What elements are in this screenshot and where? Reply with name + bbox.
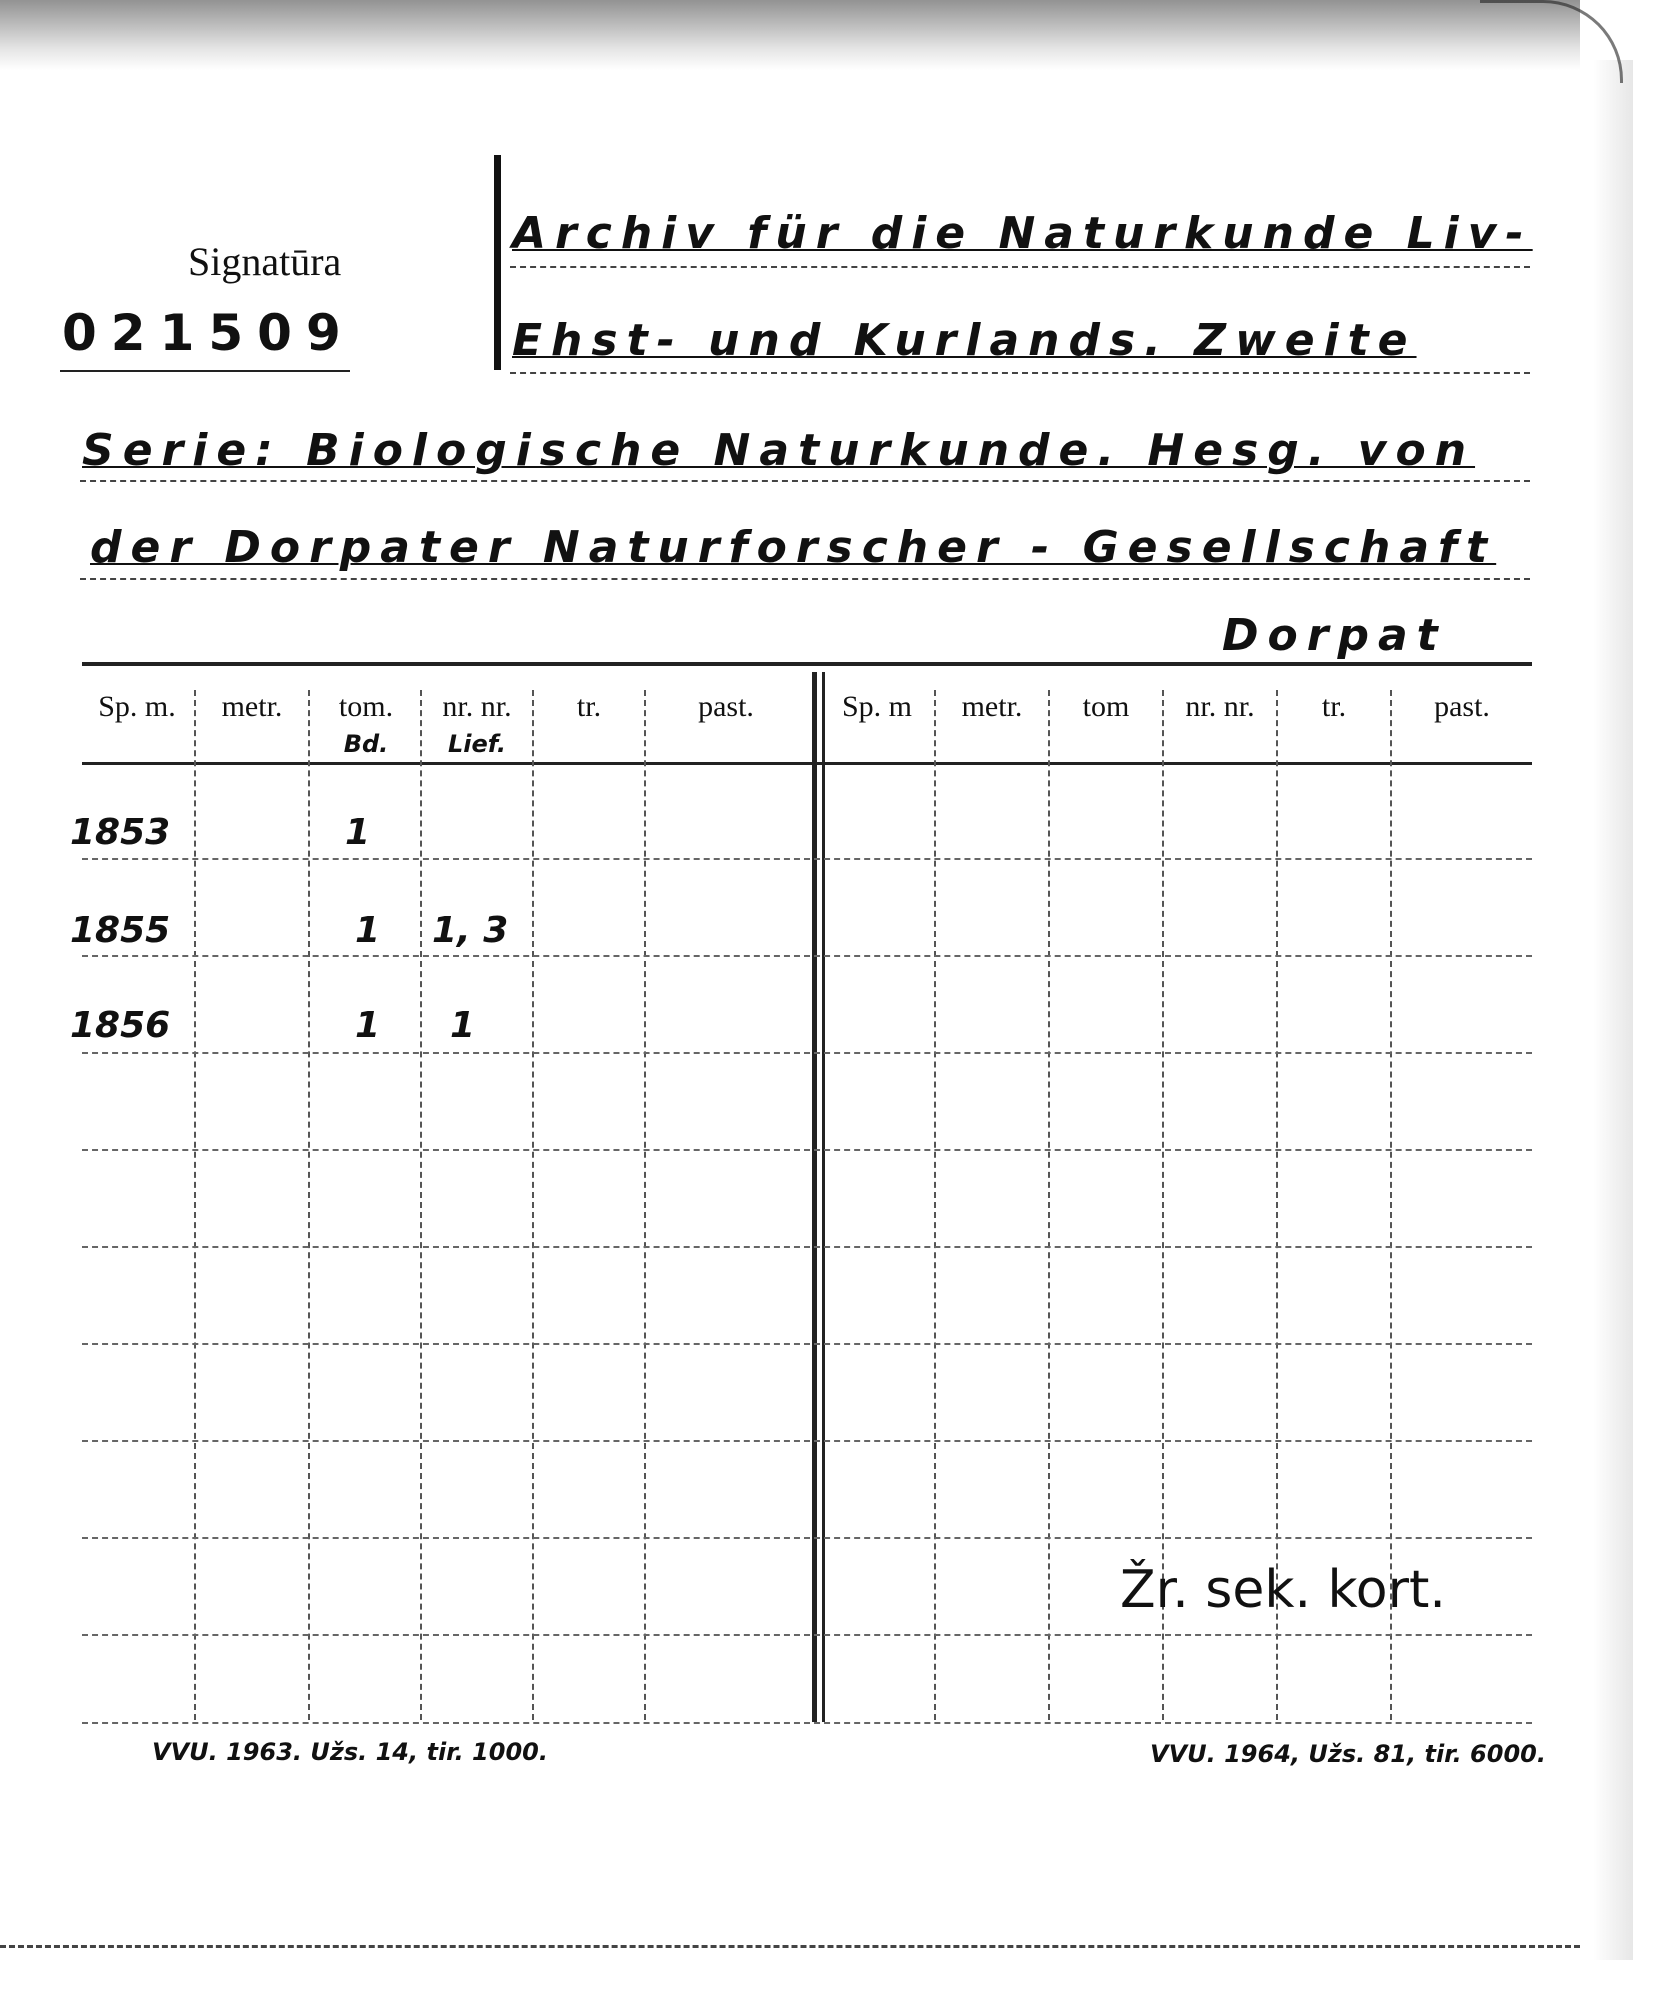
header-sp-m-right: Sp. m (841, 690, 913, 723)
print-note-left: VVU. 1963. Užs. 14, tir. 1000. (152, 1738, 548, 1766)
header-bottom-rule (82, 762, 1532, 765)
row-divider (82, 1537, 1532, 1539)
title-line-4: der Dorpater Naturforscher - Gesellschaft (90, 522, 1497, 573)
table-top-rule (82, 662, 1532, 666)
header-tr-right: tr. (1321, 690, 1347, 723)
signatura-label: Signatūra (188, 239, 342, 284)
place-of-publication: Dorpat (1222, 610, 1447, 661)
center-divider (812, 672, 817, 1722)
row-3-year: 1856 (70, 1005, 171, 1046)
row-2-tom: 1 (355, 910, 381, 951)
scan-shadow-top (0, 0, 1580, 70)
title-rule-1 (510, 266, 1530, 268)
header-sp-m-left: Sp. m. (98, 690, 176, 723)
row-1-year: 1853 (70, 812, 171, 853)
header-metr-right: metr. (961, 690, 1023, 723)
header-tr-left: tr. (576, 690, 602, 723)
card-bottom-edge (0, 1945, 1580, 1948)
row-divider (82, 1722, 1532, 1724)
title-line-3: Serie: Biologische Naturkunde. Hesg. von (82, 425, 1476, 476)
row-divider (82, 955, 1532, 957)
title-rule-3 (80, 480, 1530, 482)
header-past-left: past. (698, 690, 754, 723)
col-divider (308, 690, 310, 1720)
header-nr-right: nr. nr. (1185, 690, 1255, 723)
row-divider (82, 1052, 1532, 1054)
row-divider (82, 1246, 1532, 1248)
card-corner (1480, 0, 1623, 83)
row-3-nr: 1 (450, 1005, 476, 1046)
col-divider (194, 690, 196, 1720)
subheader-lief: Lief. (447, 730, 507, 758)
signatura-value: 021509 (62, 304, 355, 362)
col-divider (644, 690, 646, 1720)
cross-reference-remark: Žr. sek. kort. (1120, 1560, 1446, 1620)
center-divider (822, 672, 825, 1722)
title-line-2: Ehst- und Kurlands. Zweite (512, 315, 1417, 366)
header-tom-right: tom (1082, 690, 1130, 723)
subheader-bd: Bd. (343, 730, 389, 758)
row-2-nr: 1, 3 (432, 910, 509, 951)
header-tom-left: tom. (338, 690, 394, 723)
row-2-year: 1855 (70, 910, 171, 951)
print-note-right: VVU. 1964, Užs. 81, tir. 6000. (1150, 1740, 1546, 1768)
row-3-tom: 1 (355, 1005, 381, 1046)
col-divider (1048, 690, 1050, 1720)
row-divider (82, 858, 1532, 860)
col-divider (934, 690, 936, 1720)
row-1-tom: 1 (345, 812, 371, 853)
col-divider (532, 690, 534, 1720)
title-divider (494, 155, 501, 370)
scan-shadow-right (1593, 60, 1633, 1960)
header-past-right: past. (1434, 690, 1490, 723)
signatura-underline (60, 370, 350, 372)
row-divider (82, 1149, 1532, 1151)
row-divider (82, 1634, 1532, 1636)
col-divider (420, 690, 422, 1720)
title-rule-4 (80, 578, 1530, 580)
row-divider (82, 1343, 1532, 1345)
header-nr-left: nr. nr. (442, 690, 512, 723)
title-rule-2 (510, 372, 1530, 374)
header-metr-left: metr. (221, 690, 283, 723)
title-line-1: Archiv für die Naturkunde Liv- (512, 208, 1533, 259)
row-divider (82, 1440, 1532, 1442)
